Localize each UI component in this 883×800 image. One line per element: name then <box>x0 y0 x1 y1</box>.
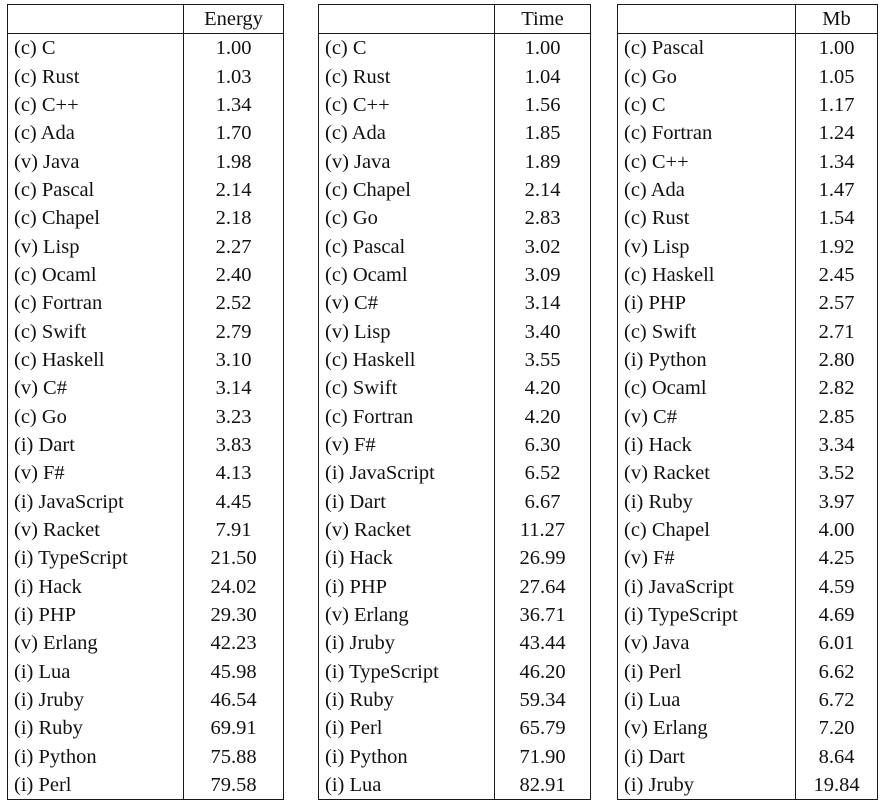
value-cell: 3.23 <box>184 402 284 430</box>
language-cell: (i) JavaScript <box>8 488 184 516</box>
table-row <box>8 232 284 260</box>
value-cell: 2.27 <box>184 232 284 260</box>
language-cell: (c) Swift <box>319 374 495 402</box>
column-header: Energy <box>184 5 284 34</box>
language-cell: (v) Erlang <box>8 629 184 657</box>
table-row <box>618 431 878 459</box>
table-row <box>8 686 284 714</box>
value-cell: 3.09 <box>495 261 591 289</box>
value-cell: 1.24 <box>796 119 878 147</box>
language-cell: (c) Ocaml <box>8 261 184 289</box>
language-cell: (v) Java <box>319 147 495 175</box>
table-row <box>319 658 591 686</box>
table-row <box>8 488 284 516</box>
value-cell: 11.27 <box>495 516 591 544</box>
language-cell: (i) Ruby <box>319 686 495 714</box>
language-cell: (i) JavaScript <box>319 459 495 487</box>
table-row <box>618 91 878 119</box>
language-cell: (i) Dart <box>8 431 184 459</box>
value-cell: 21.50 <box>184 544 284 572</box>
language-cell: (c) Chapel <box>8 204 184 232</box>
value-cell: 59.34 <box>495 686 591 714</box>
value-cell: 82.91 <box>495 771 591 800</box>
value-cell: 2.45 <box>796 261 878 289</box>
table-row <box>319 601 591 629</box>
table-row <box>618 714 878 742</box>
value-cell: 19.84 <box>796 771 878 800</box>
table-row <box>618 629 878 657</box>
value-cell: 2.57 <box>796 289 878 317</box>
value-cell: 3.10 <box>184 346 284 374</box>
table-row <box>8 771 284 800</box>
table-row <box>8 459 284 487</box>
table-row <box>319 771 591 800</box>
language-cell: (i) PHP <box>319 573 495 601</box>
value-cell: 1.54 <box>796 204 878 232</box>
value-cell: 24.02 <box>184 573 284 601</box>
table-row <box>618 34 878 63</box>
value-cell: 6.62 <box>796 658 878 686</box>
value-cell: 45.98 <box>184 658 284 686</box>
language-cell: (c) Pascal <box>8 176 184 204</box>
table-row <box>319 629 591 657</box>
value-cell: 79.58 <box>184 771 284 800</box>
table-row <box>618 176 878 204</box>
language-cell: (c) Fortran <box>618 119 796 147</box>
value-cell: 2.14 <box>495 176 591 204</box>
language-cell: (i) Perl <box>319 714 495 742</box>
language-cell: (i) JavaScript <box>618 573 796 601</box>
value-cell: 1.34 <box>796 147 878 175</box>
value-cell: 3.40 <box>495 317 591 345</box>
value-cell: 4.25 <box>796 544 878 572</box>
value-cell: 3.97 <box>796 488 878 516</box>
value-cell: 3.02 <box>495 232 591 260</box>
language-cell: (c) Pascal <box>319 232 495 260</box>
value-cell: 6.67 <box>495 488 591 516</box>
value-cell: 1.56 <box>495 91 591 119</box>
language-cell: (v) Racket <box>319 516 495 544</box>
table-row <box>8 289 284 317</box>
value-cell: 3.52 <box>796 459 878 487</box>
table-row <box>319 573 591 601</box>
language-cell: (c) Ada <box>319 119 495 147</box>
value-cell: 75.88 <box>184 743 284 771</box>
language-cell: (i) TypeScript <box>8 544 184 572</box>
table-row <box>319 374 591 402</box>
table-row <box>319 91 591 119</box>
table-row <box>618 573 878 601</box>
value-cell: 65.79 <box>495 714 591 742</box>
table-row <box>319 232 591 260</box>
table-row <box>618 771 878 800</box>
language-cell: (c) C <box>618 91 796 119</box>
language-cell: (i) Ruby <box>8 714 184 742</box>
table-row <box>319 62 591 90</box>
table-header-row <box>8 5 284 34</box>
table-row <box>319 176 591 204</box>
language-cell: (c) Fortran <box>319 402 495 430</box>
table-row <box>8 573 284 601</box>
value-cell: 2.14 <box>184 176 284 204</box>
table-row <box>319 204 591 232</box>
table-row <box>8 658 284 686</box>
language-cell: (i) Hack <box>319 544 495 572</box>
table-row <box>8 261 284 289</box>
language-cell: (c) Go <box>319 204 495 232</box>
table-row <box>319 488 591 516</box>
language-cell: (i) Jruby <box>8 686 184 714</box>
table-row <box>319 459 591 487</box>
table-row <box>618 459 878 487</box>
table-row <box>319 743 591 771</box>
value-cell: 6.01 <box>796 629 878 657</box>
language-cell: (c) C++ <box>319 91 495 119</box>
language-cell: (c) C <box>319 34 495 63</box>
value-cell: 2.18 <box>184 204 284 232</box>
table-row <box>8 91 284 119</box>
table-row <box>8 601 284 629</box>
language-cell: (i) Dart <box>319 488 495 516</box>
language-cell: (v) C# <box>8 374 184 402</box>
language-cell: (v) Java <box>618 629 796 657</box>
table-row <box>618 317 878 345</box>
language-cell: (v) F# <box>319 431 495 459</box>
table-row <box>618 516 878 544</box>
value-cell: 6.52 <box>495 459 591 487</box>
table-row <box>8 176 284 204</box>
value-cell: 2.85 <box>796 402 878 430</box>
table-row <box>8 714 284 742</box>
value-cell: 4.59 <box>796 573 878 601</box>
table-row <box>618 204 878 232</box>
language-cell: (c) Go <box>618 62 796 90</box>
value-cell: 8.64 <box>796 743 878 771</box>
language-cell: (v) F# <box>618 544 796 572</box>
table-row <box>618 119 878 147</box>
language-cell: (i) Perl <box>8 771 184 800</box>
table-row <box>8 317 284 345</box>
value-cell: 7.20 <box>796 714 878 742</box>
language-cell: (i) Ruby <box>618 488 796 516</box>
value-cell: 29.30 <box>184 601 284 629</box>
table-row <box>319 714 591 742</box>
language-cell: (c) Haskell <box>618 261 796 289</box>
language-cell: (c) Swift <box>8 317 184 345</box>
table-row <box>8 743 284 771</box>
language-cell: (c) Rust <box>319 62 495 90</box>
table-row <box>319 431 591 459</box>
value-cell: 1.04 <box>495 62 591 90</box>
value-cell: 4.20 <box>495 374 591 402</box>
table-row <box>618 601 878 629</box>
value-cell: 2.40 <box>184 261 284 289</box>
value-cell: 1.47 <box>796 176 878 204</box>
language-cell: (c) C++ <box>618 147 796 175</box>
language-cell: (i) TypeScript <box>319 658 495 686</box>
table-row <box>8 544 284 572</box>
language-cell: (c) Ocaml <box>618 374 796 402</box>
value-cell: 1.00 <box>184 34 284 63</box>
table-row <box>319 289 591 317</box>
language-cell: (c) Ocaml <box>319 261 495 289</box>
language-cell: (i) Dart <box>618 743 796 771</box>
table-row <box>8 516 284 544</box>
value-cell: 1.70 <box>184 119 284 147</box>
value-cell: 2.79 <box>184 317 284 345</box>
value-cell: 43.44 <box>495 629 591 657</box>
value-cell: 4.13 <box>184 459 284 487</box>
table-row <box>319 119 591 147</box>
language-cell: (i) Jruby <box>319 629 495 657</box>
value-cell: 4.45 <box>184 488 284 516</box>
value-cell: 1.05 <box>796 62 878 90</box>
language-cell: (i) PHP <box>618 289 796 317</box>
value-cell: 1.89 <box>495 147 591 175</box>
table-row <box>319 516 591 544</box>
language-cell: (c) Haskell <box>8 346 184 374</box>
table-row <box>618 289 878 317</box>
table-row <box>319 34 591 63</box>
table-row <box>618 402 878 430</box>
language-cell: (c) Swift <box>618 317 796 345</box>
language-cell: (c) Ada <box>8 119 184 147</box>
value-cell: 26.99 <box>495 544 591 572</box>
language-cell: (v) Lisp <box>8 232 184 260</box>
table-row <box>8 346 284 374</box>
value-cell: 69.91 <box>184 714 284 742</box>
table-row <box>319 147 591 175</box>
language-cell: (i) Python <box>618 346 796 374</box>
table-header-row <box>319 5 591 34</box>
language-cell: (i) Lua <box>319 771 495 800</box>
table-row <box>618 346 878 374</box>
value-cell: 6.72 <box>796 686 878 714</box>
table-row <box>618 686 878 714</box>
language-cell: (c) Rust <box>8 62 184 90</box>
column-header: Mb <box>796 5 878 34</box>
language-cell: (c) C <box>8 34 184 63</box>
table-row <box>8 629 284 657</box>
language-cell: (v) Java <box>8 147 184 175</box>
table-row <box>618 658 878 686</box>
value-cell: 4.20 <box>495 402 591 430</box>
language-cell: (i) Jruby <box>618 771 796 800</box>
value-cell: 1.17 <box>796 91 878 119</box>
language-cell: (i) TypeScript <box>618 601 796 629</box>
value-cell: 7.91 <box>184 516 284 544</box>
blank-header-cell <box>319 5 495 34</box>
table-row <box>8 34 284 63</box>
language-cell: (c) Pascal <box>618 34 796 63</box>
value-cell: 3.14 <box>184 374 284 402</box>
value-cell: 1.03 <box>184 62 284 90</box>
time-table <box>318 4 591 800</box>
value-cell: 6.30 <box>495 431 591 459</box>
table-row <box>618 147 878 175</box>
table-row <box>8 374 284 402</box>
language-cell: (c) C++ <box>8 91 184 119</box>
table-row <box>319 402 591 430</box>
table-row <box>8 204 284 232</box>
language-cell: (c) Chapel <box>618 516 796 544</box>
language-cell: (v) Lisp <box>618 232 796 260</box>
language-cell: (v) Lisp <box>319 317 495 345</box>
value-cell: 71.90 <box>495 743 591 771</box>
table-row <box>8 402 284 430</box>
column-header: Time <box>495 5 591 34</box>
language-cell: (c) Go <box>8 402 184 430</box>
language-cell: (c) Ada <box>618 176 796 204</box>
value-cell: 1.00 <box>495 34 591 63</box>
value-cell: 3.14 <box>495 289 591 317</box>
language-cell: (i) Lua <box>8 658 184 686</box>
table-row <box>618 261 878 289</box>
table-row <box>8 119 284 147</box>
value-cell: 1.85 <box>495 119 591 147</box>
table-header-row <box>618 5 878 34</box>
language-cell: (v) F# <box>8 459 184 487</box>
language-cell: (v) C# <box>319 289 495 317</box>
value-cell: 4.00 <box>796 516 878 544</box>
value-cell: 46.54 <box>184 686 284 714</box>
language-cell: (i) Lua <box>618 686 796 714</box>
value-cell: 3.34 <box>796 431 878 459</box>
value-cell: 2.80 <box>796 346 878 374</box>
value-cell: 2.83 <box>495 204 591 232</box>
language-cell: (v) Erlang <box>319 601 495 629</box>
value-cell: 1.98 <box>184 147 284 175</box>
value-cell: 2.82 <box>796 374 878 402</box>
table-row <box>8 62 284 90</box>
value-cell: 1.00 <box>796 34 878 63</box>
language-cell: (c) Rust <box>618 204 796 232</box>
value-cell: 3.83 <box>184 431 284 459</box>
value-cell: 2.52 <box>184 289 284 317</box>
language-cell: (c) Chapel <box>319 176 495 204</box>
language-cell: (c) Fortran <box>8 289 184 317</box>
value-cell: 36.71 <box>495 601 591 629</box>
language-cell: (i) Python <box>8 743 184 771</box>
table-row <box>618 374 878 402</box>
table-row <box>8 431 284 459</box>
language-cell: (c) Haskell <box>319 346 495 374</box>
language-cell: (v) Racket <box>618 459 796 487</box>
table-row <box>8 147 284 175</box>
value-cell: 1.34 <box>184 91 284 119</box>
table-row <box>319 544 591 572</box>
memory-table <box>617 4 878 800</box>
energy-table <box>7 4 284 800</box>
table-row <box>618 488 878 516</box>
value-cell: 27.64 <box>495 573 591 601</box>
table-row <box>319 686 591 714</box>
blank-header-cell <box>8 5 184 34</box>
value-cell: 46.20 <box>495 658 591 686</box>
language-cell: (v) Racket <box>8 516 184 544</box>
value-cell: 4.69 <box>796 601 878 629</box>
language-cell: (i) Perl <box>618 658 796 686</box>
value-cell: 1.92 <box>796 232 878 260</box>
language-cell: (i) Python <box>319 743 495 771</box>
table-row <box>319 346 591 374</box>
language-cell: (v) Erlang <box>618 714 796 742</box>
table-row <box>618 62 878 90</box>
value-cell: 42.23 <box>184 629 284 657</box>
language-cell: (i) Hack <box>618 431 796 459</box>
value-cell: 3.55 <box>495 346 591 374</box>
table-row <box>618 232 878 260</box>
language-cell: (v) C# <box>618 402 796 430</box>
table-row <box>618 544 878 572</box>
table-row <box>618 743 878 771</box>
value-cell: 2.71 <box>796 317 878 345</box>
blank-header-cell <box>618 5 796 34</box>
table-row <box>319 261 591 289</box>
language-cell: (i) Hack <box>8 573 184 601</box>
table-row <box>319 317 591 345</box>
language-cell: (i) PHP <box>8 601 184 629</box>
